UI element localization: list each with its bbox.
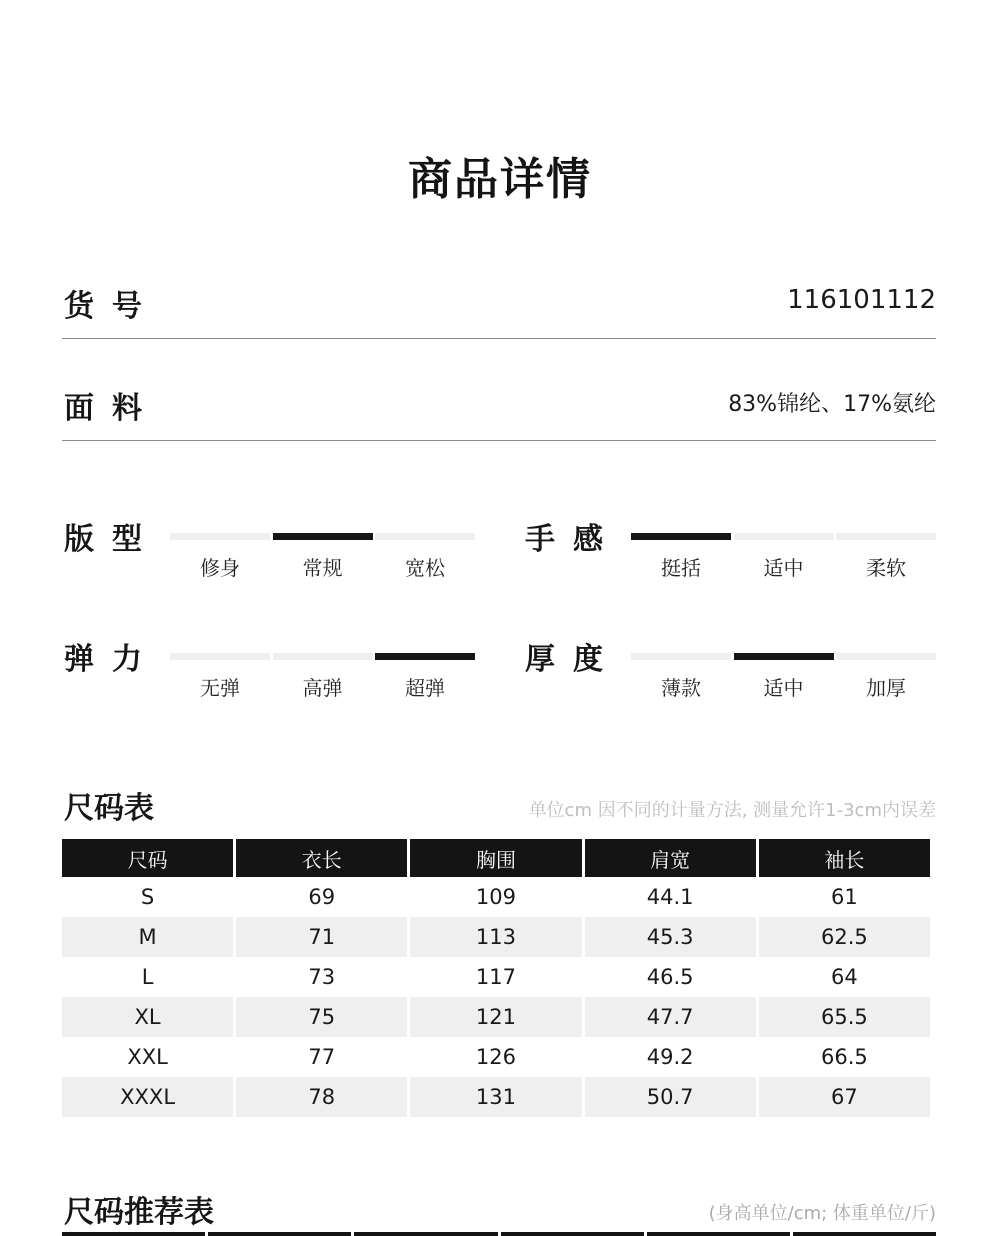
cell: 61 [831, 885, 858, 909]
cell: XXL [127, 1045, 168, 1069]
cell: 65.5 [759, 997, 930, 1037]
cell: 113 [410, 917, 581, 957]
header-cell [647, 1232, 790, 1236]
scale-option-label: 适中 [763, 556, 804, 580]
header-cell [501, 1232, 644, 1236]
fabric-value: 83%锦纶、17%氨纶 [728, 392, 936, 417]
attr-thickness-scale [631, 653, 936, 701]
cell: 121 [410, 997, 581, 1037]
cell: XXXL [62, 1077, 233, 1117]
scale-segment-selected [375, 653, 475, 660]
cell: 50.7 [585, 1077, 756, 1117]
size-chart-title: 尺码表 [64, 791, 154, 826]
header-shoulder: 肩宽 [585, 839, 756, 877]
cell: 45.3 [585, 917, 756, 957]
scale-segment-selected [631, 533, 731, 540]
cell: 126 [475, 1045, 517, 1069]
size-chart-note: 单位cm 因不同的计量方法, 测量允许1-3cm内误差 [528, 800, 936, 821]
divider [62, 440, 936, 441]
cell: 47.7 [585, 997, 756, 1037]
cell: 117 [475, 965, 517, 989]
scale-option-label: 无弹 [200, 676, 240, 700]
header-chest: 胸围 [410, 839, 581, 877]
scale-segment-selected [734, 653, 834, 660]
size-recommend-title: 尺码推荐表 [64, 1195, 214, 1230]
header-cell [793, 1232, 936, 1236]
cell: 62.5 [759, 917, 930, 957]
header-cell [208, 1232, 351, 1236]
cell: 73 [308, 965, 336, 989]
scale-option-label: 修身 [200, 556, 240, 580]
header-length: 衣长 [236, 839, 407, 877]
header-cell [354, 1232, 497, 1236]
scale-segment [375, 533, 475, 540]
table-row [62, 917, 930, 957]
size-chart-header-row [62, 839, 930, 877]
attr-elasticity [64, 634, 160, 678]
cell: 67 [759, 1077, 930, 1117]
attr-thickness [525, 634, 621, 678]
table-row [62, 957, 930, 997]
table-row [62, 877, 930, 917]
attr-elasticity-scale [170, 653, 475, 701]
attr-hand-feel-scale [631, 533, 936, 581]
cell: 131 [410, 1077, 581, 1117]
scale-option-label: 柔软 [866, 556, 906, 580]
scale-segment-selected [273, 533, 373, 540]
size-recommend-header-strip [62, 1232, 936, 1236]
cell: 78 [236, 1077, 407, 1117]
attr-fit-scale [170, 533, 475, 581]
scale-option-label: 加厚 [866, 676, 906, 700]
scale-option-label: 超弹 [405, 676, 445, 700]
scale-segment [273, 653, 373, 660]
cell: 44.1 [646, 885, 694, 909]
item-no-value: 116101112 [787, 285, 936, 315]
fabric-label: 面料 [64, 391, 160, 426]
scale-option-label: 挺括 [661, 556, 701, 580]
attr-fit [64, 514, 160, 558]
header-sleeve: 袖长 [759, 839, 930, 877]
scale-option-label: 宽松 [405, 556, 445, 580]
cell: 46.5 [646, 965, 694, 989]
size-chart-table [59, 839, 933, 1117]
cell: 75 [236, 997, 407, 1037]
cell: 64 [831, 965, 858, 989]
attr-elasticity-label: 弹力 [64, 642, 160, 677]
attr-thickness-label: 厚度 [525, 642, 621, 677]
cell: 109 [475, 885, 517, 909]
table-row [62, 1037, 930, 1077]
attr-fit-label: 版型 [64, 522, 160, 557]
item-no-label: 货号 [64, 289, 160, 324]
scale-option-label: 适中 [763, 676, 804, 700]
cell: XL [62, 997, 233, 1037]
scale-option-label: 薄款 [661, 676, 701, 700]
page-title: 商品详情 [408, 154, 592, 205]
scale-option-label: 高弹 [302, 676, 343, 700]
table-row [62, 997, 930, 1037]
divider [62, 338, 936, 339]
scale-segment [836, 653, 936, 660]
table-row [62, 1077, 930, 1117]
cell: S [140, 885, 155, 909]
cell: L [141, 965, 154, 989]
attr-hand-feel-label: 手感 [525, 522, 621, 557]
cell: 49.2 [646, 1045, 694, 1069]
scale-segment [631, 653, 731, 660]
cell: 66.5 [820, 1045, 868, 1069]
cell: 71 [236, 917, 407, 957]
scale-segment [170, 533, 270, 540]
scale-segment [836, 533, 936, 540]
scale-segment [170, 653, 270, 660]
cell: 69 [308, 885, 336, 909]
attr-hand-feel [525, 514, 621, 558]
cell: M [62, 917, 233, 957]
cell: 77 [308, 1045, 336, 1069]
scale-option-label: 常规 [302, 556, 343, 580]
header-cell [62, 1232, 205, 1236]
header-size: 尺码 [62, 839, 233, 877]
size-recommend-note: (身高单位/cm; 体重单位/斤) [708, 1203, 936, 1224]
scale-segment [734, 533, 834, 540]
